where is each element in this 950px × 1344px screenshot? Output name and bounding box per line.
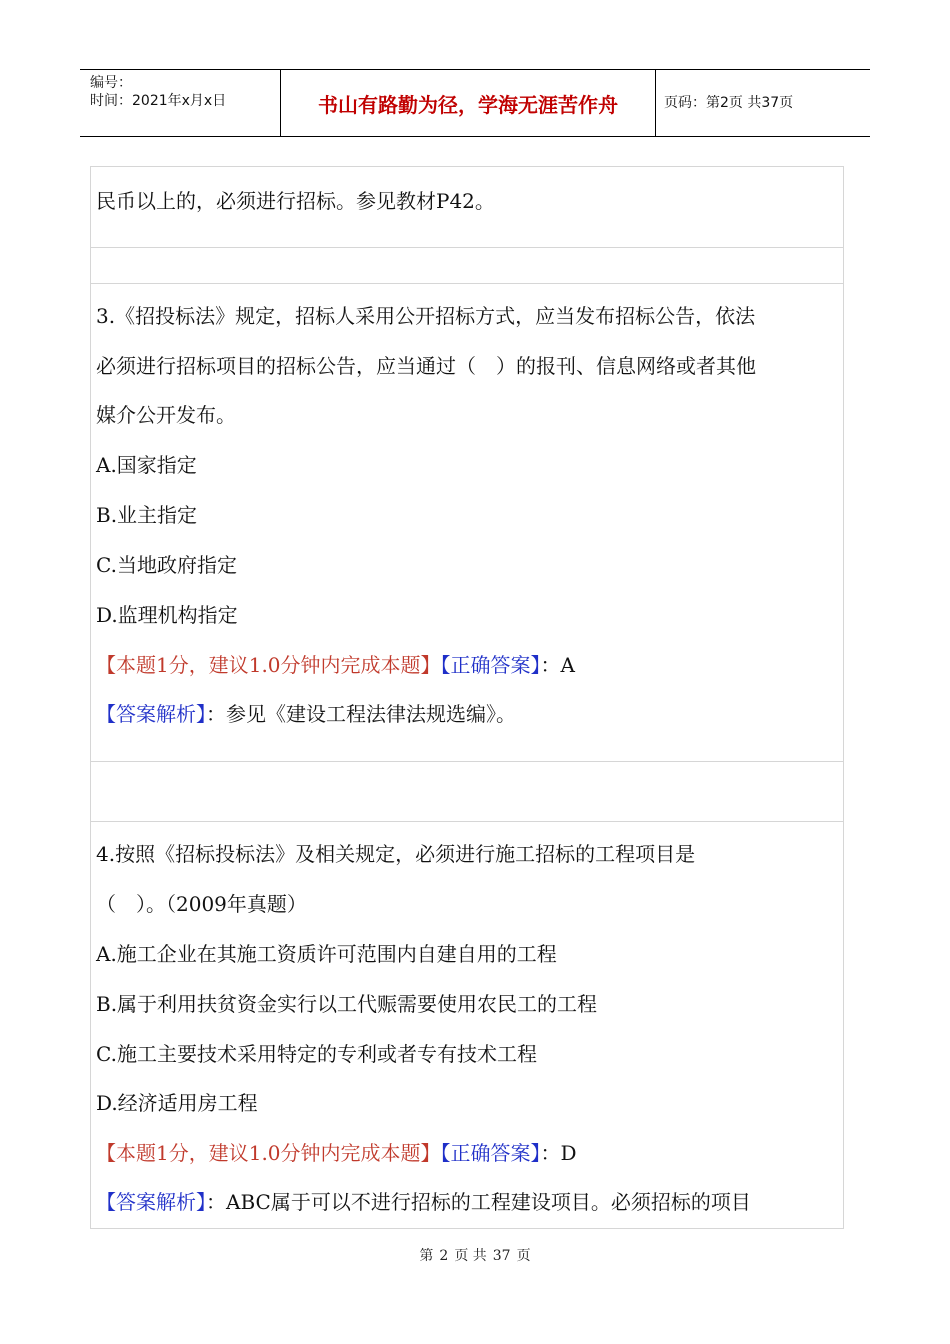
answer-value: D [560, 1141, 577, 1165]
analysis-line [96, 700, 516, 728]
question-text-line: 必须进行招标项目的招标公告，应当通过（ ）的报刊、信息网络或者其他 [96, 354, 756, 378]
question-text-line: 3.《招投标法》规定，招标人采用公开招标方式，应当发布招标公告，依法 [96, 304, 756, 328]
analysis-separator: ： [206, 702, 226, 726]
option-a: A.施工企业在其施工资质许可范围内自建自用的工程 [96, 942, 557, 966]
footer-page-number: 2 [439, 1248, 449, 1264]
analysis-tag: 【答案解析】 [96, 702, 206, 726]
header-motto-cell [280, 70, 656, 136]
score-answer-line [96, 1139, 577, 1167]
header-page-cell [655, 70, 870, 136]
page-footer [0, 1247, 950, 1265]
option-b: B.属于利用扶贫资金实行以工代赈需要使用农民工的工程 [96, 992, 598, 1016]
footer-total-pages: 37 [492, 1248, 511, 1264]
footer-prefix: 第 [419, 1248, 434, 1264]
option-d: D.监理机构指定 [96, 603, 238, 627]
row-divider [91, 761, 843, 762]
question-text-line: 媒介公开发布。 [96, 403, 236, 427]
page-header [80, 69, 870, 137]
option-c: C.当地政府指定 [96, 553, 237, 577]
score-answer-line [96, 651, 575, 679]
answer-separator: ： [540, 1141, 561, 1165]
analysis-separator: ： [206, 1190, 226, 1214]
analysis-text: 参见《建设工程法律法规选编》。 [226, 702, 516, 726]
score-tag: 【本题1分，建议1.0分钟内完成本题】 [96, 653, 441, 677]
time-label: 时间：2021年x月x日 [90, 93, 227, 109]
analysis-line [96, 1188, 751, 1216]
footer-middle: 页 共 [454, 1248, 487, 1264]
analysis-text: ABC属于可以不进行招标的工程建设项目。必须招标的项目 [226, 1190, 751, 1214]
row-divider [91, 821, 843, 822]
option-d: D.经济适用房工程 [96, 1091, 258, 1115]
motto: 书山有路勤为径，学海无涯苦作舟 [318, 93, 618, 117]
answer-tag: 【正确答案】 [440, 1141, 541, 1165]
prev-analysis-tail: 民币以上的，必须进行招标。参见教材P42。 [96, 189, 495, 213]
analysis-tag: 【答案解析】 [96, 1190, 206, 1214]
number-label: 编号： [90, 75, 132, 91]
header-meta [80, 70, 280, 136]
question-text-line: （ ）。（2009年真题） [96, 892, 307, 916]
answer-value: A [560, 653, 575, 677]
score-tag: 【本题1分，建议1.0分钟内完成本题】 [96, 1141, 441, 1165]
option-b: B.业主指定 [96, 503, 198, 527]
question-text-line: 4.按照《招标投标法》及相关规定，必须进行施工招标的工程项目是 [96, 842, 696, 866]
page-code: 页码：第2页 共37页 [664, 95, 794, 111]
option-c: C.施工主要技术采用特定的专利或者专有技术工程 [96, 1042, 537, 1066]
answer-separator: ： [540, 653, 561, 677]
option-a: A.国家指定 [96, 453, 197, 477]
question-table [90, 166, 844, 1229]
footer-suffix: 页 [516, 1248, 531, 1264]
row-divider [91, 283, 843, 284]
row-divider [91, 247, 843, 248]
answer-tag: 【正确答案】 [440, 653, 541, 677]
